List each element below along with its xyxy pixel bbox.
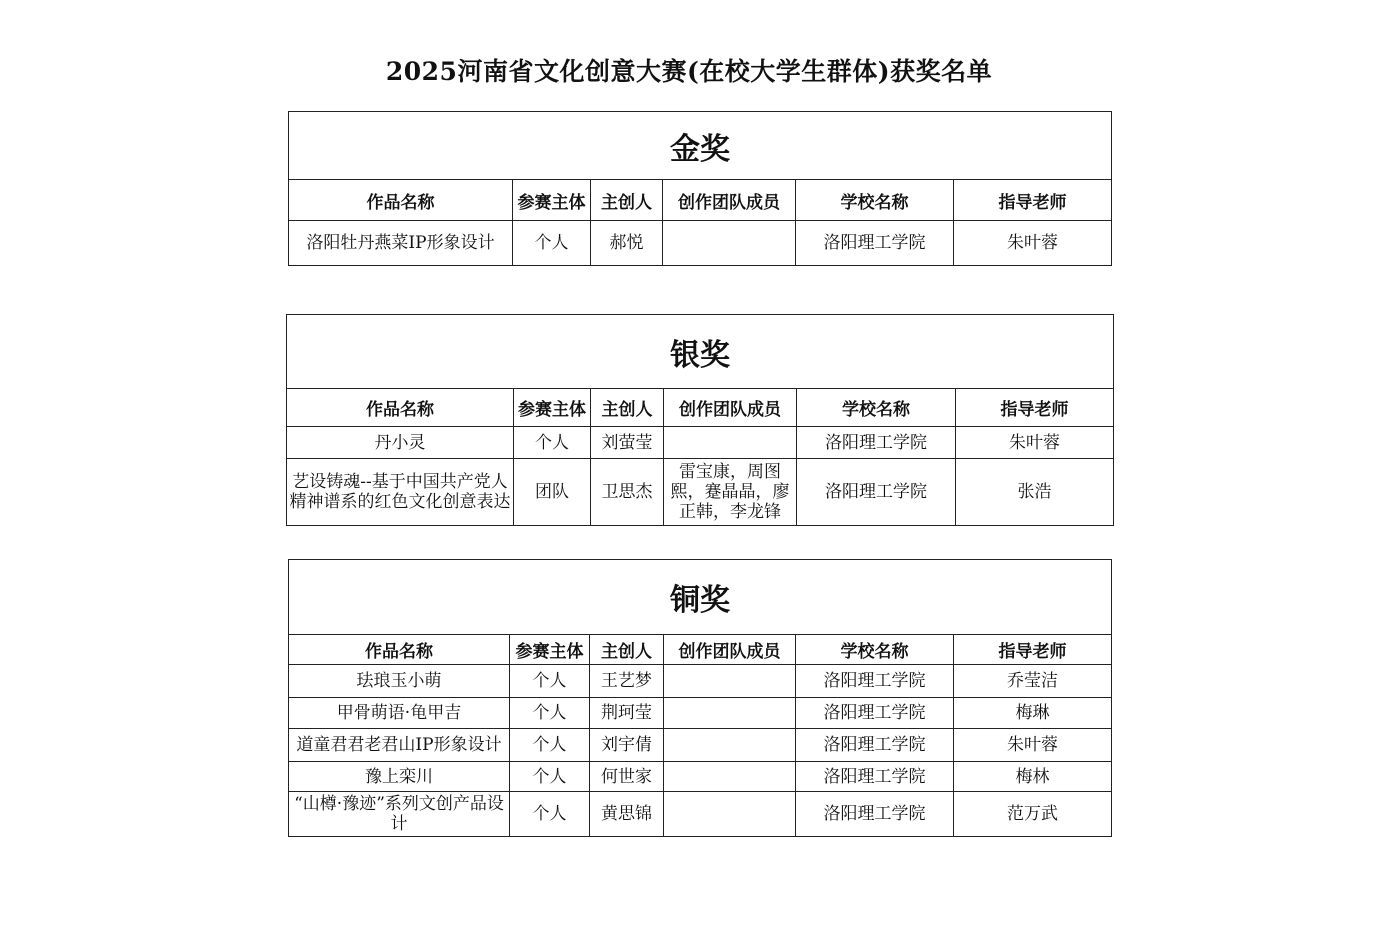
cell-advisor: 朱叶蓉 (956, 427, 1114, 459)
column-header-participant-type: 参赛主体 (513, 180, 591, 221)
cell-team-members (664, 729, 796, 762)
cell-school: 洛阳理工学院 (796, 792, 954, 837)
cell-participant-type: 个人 (510, 792, 590, 837)
table-row (289, 665, 1112, 698)
table-row (287, 459, 1114, 526)
table-row (287, 427, 1114, 459)
cell-team-members (664, 792, 796, 837)
award-heading: 银奖 (287, 315, 1114, 389)
cell-participant-type: 个人 (510, 762, 590, 792)
cell-school: 洛阳理工学院 (797, 459, 956, 526)
cell-work-name: “山樽·豫迹”系列文创产品设计 (289, 792, 510, 837)
cell-school: 洛阳理工学院 (797, 427, 956, 459)
column-header-lead-creator: 主创人 (591, 180, 663, 221)
cell-advisor: 范万武 (954, 792, 1112, 837)
column-header-school: 学校名称 (796, 635, 954, 665)
column-header-lead-creator: 主创人 (591, 389, 664, 427)
column-header-work-name: 作品名称 (287, 389, 514, 427)
cell-work-name: 甲骨萌语·龟甲吉 (289, 698, 510, 729)
silver-award-table (286, 314, 1114, 526)
cell-advisor: 朱叶蓉 (954, 729, 1112, 762)
column-header-advisor: 指导老师 (956, 389, 1114, 427)
cell-advisor: 朱叶蓉 (954, 221, 1112, 266)
cell-work-name: 道童君君老君山IP形象设计 (289, 729, 510, 762)
column-header-lead-creator: 主创人 (590, 635, 664, 665)
table-row (289, 792, 1112, 837)
cell-school: 洛阳理工学院 (796, 221, 954, 266)
award-heading: 铜奖 (289, 560, 1112, 635)
cell-school: 洛阳理工学院 (796, 698, 954, 729)
award-heading: 金奖 (289, 112, 1112, 180)
cell-advisor: 张浩 (956, 459, 1114, 526)
cell-work-name: 丹小灵 (287, 427, 514, 459)
cell-participant-type: 团队 (514, 459, 591, 526)
column-header-participant-type: 参赛主体 (510, 635, 590, 665)
cell-advisor: 乔莹洁 (954, 665, 1112, 698)
cell-work-name: 艺设铸魂--基于中国共产党人精神谱系的红色文化创意表达 (287, 459, 514, 526)
cell-lead-creator: 卫思杰 (591, 459, 664, 526)
bronze-award-table (288, 559, 1112, 837)
cell-team-members: 雷宝康，周图熙，蹇晶晶，廖正韩，李龙锋 (664, 459, 797, 526)
cell-participant-type: 个人 (514, 427, 591, 459)
cell-lead-creator: 王艺梦 (590, 665, 664, 698)
cell-lead-creator: 黄思锦 (590, 792, 664, 837)
gold-award-table (288, 111, 1112, 266)
cell-participant-type: 个人 (510, 729, 590, 762)
column-header-participant-type: 参赛主体 (514, 389, 591, 427)
column-header-team-members: 创作团队成员 (664, 389, 797, 427)
table-row (289, 698, 1112, 729)
cell-participant-type: 个人 (510, 665, 590, 698)
column-header-team-members: 创作团队成员 (664, 635, 796, 665)
cell-school: 洛阳理工学院 (796, 762, 954, 792)
cell-advisor: 梅琳 (954, 698, 1112, 729)
column-header-work-name: 作品名称 (289, 180, 513, 221)
cell-lead-creator: 何世家 (590, 762, 664, 792)
column-header-school: 学校名称 (796, 180, 954, 221)
cell-lead-creator: 刘萤莹 (591, 427, 664, 459)
cell-participant-type: 个人 (513, 221, 591, 266)
column-header-advisor: 指导老师 (954, 180, 1112, 221)
cell-school: 洛阳理工学院 (796, 729, 954, 762)
cell-school: 洛阳理工学院 (796, 665, 954, 698)
cell-team-members (664, 698, 796, 729)
column-header-work-name: 作品名称 (289, 635, 510, 665)
page-title: 2025河南省文化创意大赛(在校大学生群体)获奖名单 (385, 57, 993, 86)
column-header-team-members: 创作团队成员 (663, 180, 796, 221)
cell-team-members (664, 665, 796, 698)
cell-work-name: 珐琅玉小萌 (289, 665, 510, 698)
table-row (289, 221, 1112, 266)
cell-work-name: 豫上栾川 (289, 762, 510, 792)
cell-participant-type: 个人 (510, 698, 590, 729)
table-row (289, 729, 1112, 762)
cell-lead-creator: 郝悦 (591, 221, 663, 266)
cell-team-members (664, 762, 796, 792)
cell-lead-creator: 刘宇倩 (590, 729, 664, 762)
column-header-school: 学校名称 (797, 389, 956, 427)
table-row (289, 762, 1112, 792)
cell-team-members (664, 427, 797, 459)
cell-team-members (663, 221, 796, 266)
cell-advisor: 梅林 (954, 762, 1112, 792)
column-header-advisor: 指导老师 (954, 635, 1112, 665)
cell-lead-creator: 荆珂莹 (590, 698, 664, 729)
cell-work-name: 洛阳牡丹燕菜IP形象设计 (289, 221, 513, 266)
